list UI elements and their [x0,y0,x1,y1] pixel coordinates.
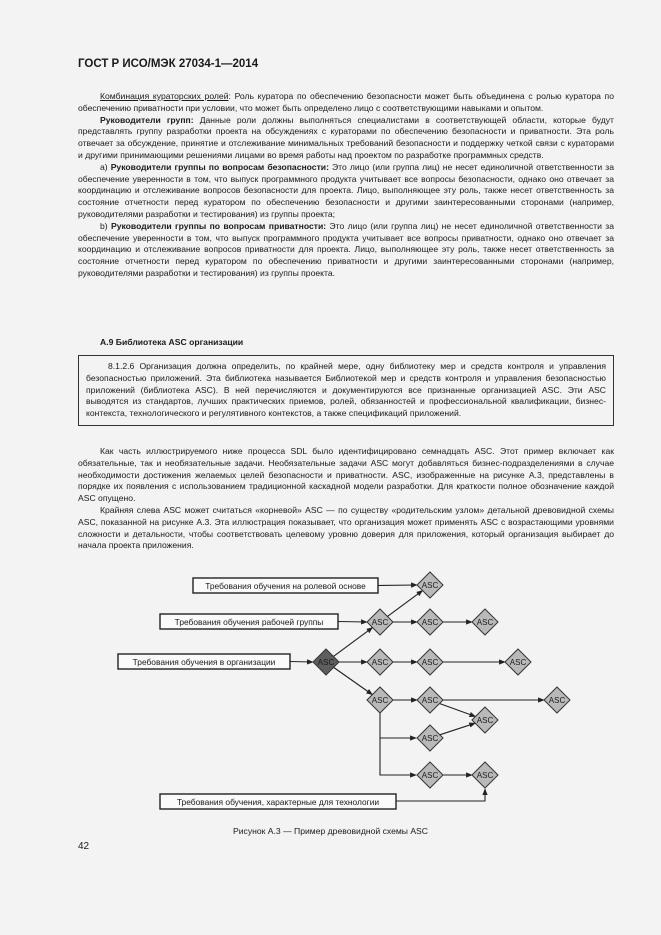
asc-node-label: ASC [421,696,439,705]
team-leads-term: Руководители групп: [100,114,194,125]
asc-node-label: ASC [421,771,439,780]
training-label-tech: Требования обучения, характерные для технологии [176,797,380,807]
tree-edge [334,667,373,694]
tree-edge [378,585,417,586]
asc-node-label: ASC [371,658,389,667]
asc-node-label: ASC [371,696,389,705]
asc-node-label: ASC [548,696,566,705]
tree-edge [387,591,422,617]
paragraph-privacy-leads: b) Руководители группы по вопросам приватности: Это лицо (или группа лиц) не несет единоличной ответственности за обеспечение уверенности в том, что выпуск программного продукта учитывает все вопросы приватности, однако оно отвечает за координацию и отслеживание вопросов приватности для проекта. Лицо, выполняющее эту роль, также несет ответственность за состояние отчетности перед куратором по обеспечению приватности и другими заинтересованными сторонами (например, руководителями разработки и тестирования) из группы проекта. [78,220,614,278]
tree-edge [440,703,476,716]
asc-node-label: ASC [421,734,439,743]
training-label-org: Требования обучения в организации [132,657,276,667]
combined-roles-term: Комбинация кураторских ролей [100,91,229,101]
tree-edge [338,622,367,623]
tree-edge [396,789,485,801]
asc-explanation-block [78,446,614,552]
paragraph-team-leads: Руководители групп: Данные роли должны выполняться специалистами в соответствующей области, которые будут представлять группу разработки проекта на обсуждениях с кураторами по обеспечению безопасности и приватности. Эта роль отвечает за обсуждение, принятие и отслеживание минимальных требований безопасности и поддержку четкой связи с кураторами и другими принимающими решениями лицами во время работы над проектом по разработке программных средств. [78,114,614,160]
tree-edge [440,723,475,735]
asc-node-label: ASC [421,581,439,590]
asc-node-label: ASC [476,771,494,780]
asc-node-label: ASC [317,658,335,667]
asc-node-label: ASC [421,658,439,667]
figure-caption: Рисунок А.3 — Пример древовидной схемы ASC [232,826,428,836]
paragraph-sdl-example: Как часть иллюстрируемого ниже процесса SDL было идентифицировано семнадцать ASC. Этот пример включает как обязательные, так и необязательные задачи. Необязательные задачи ASC могут добавляться бизнес-подразделениями в случае необходимости достижения желаемых целей безопасности и приватности. ASC, изображенные на рисунке А.3, представлены в порядке их появления с использованием традиционной каскадной модели разработки. Для краткости полное обозначение каждой ASC опущено. [78,446,614,504]
asc-tree-diagram [0,570,661,820]
privacy-leads-term: Руководители группы по вопросам приватности: [110,220,327,231]
paragraph-combined-roles: Комбинация кураторских ролей: Роль куратора по обеспечению безопасности может быть объединена с ролью куратора по обеспечению приватности при условии, что может быть определено лицо с соответствующими навыками и опытом. [78,91,614,113]
quoted-requirement-text: 8.1.2.6 Организация должна определить, по крайней мере, одну библиотеку мер и средств контроля и управления безопасностью приложений. Эта библиотека называется Библиотекой мер и средств контроля и управления безопасностью приложений (библиотека ASC). В ней перечисляются и документируются все признанные организацией ASC. Эти ASC выводятся из стандартов, лучших практических приемов, ролей, обязанностей и профессиональной квалификации, бизнес-контекста, технологического и регулятивного контекстов, а также спецификаций приложений. [86,361,606,419]
asc-node-label: ASC [509,658,527,667]
tree-edge [290,662,313,663]
paragraph-root-asc: Крайняя слева ASC может считаться «корневой» ASC — по существу «родительским узлом» детальной древовидной схемы ASC, показанной на рисунке А.3. Эта иллюстрация показывает, что организация может применять ASC с возрастающими уровнями сложности и детальности, чтобы соответствовать целевому уровню доверия для приложения, который организация выбирает до начала проекта приложения. [78,504,614,551]
asc-node-label: ASC [476,618,494,627]
training-label-team: Требования обучения рабочей группы [174,617,324,627]
asc-node-label: ASC [371,618,389,627]
quoted-requirement-box [78,355,614,426]
document-header: ГОСТ Р ИСО/МЭК 27034-1—2014 [78,58,259,70]
asc-node-label: ASC [476,716,494,725]
training-label-role: Требования обучения на ролевой основе [205,581,366,591]
section-heading: А.9 Библиотека ASC организации [100,337,244,347]
asc-node-label: ASC [421,618,439,627]
page-number: 42 [78,841,90,852]
tree-edge [333,628,372,657]
tree-edge [380,713,416,775]
roles-text-block [78,91,614,280]
security-leads-term: Руководители группы по вопросам безопасности: [110,161,329,172]
paragraph-security-leads: а) Руководители группы по вопросам безопасности: Это лицо (или группа лиц) не несет единоличной ответственности за обеспечение уверенности в том, что выпуск программного продукта учитывает все вопросы безопасности, однако оно отвечает за координацию и отслеживание вопросов безопасности для проекта. Лицо, выполняющее эту роль, также несет ответственность за состояние отчетности перед куратором по обеспечению безопасности и другими заинтересованными сторонами (например, руководителями разработки и тестирования) из группы проекта; [78,161,614,219]
